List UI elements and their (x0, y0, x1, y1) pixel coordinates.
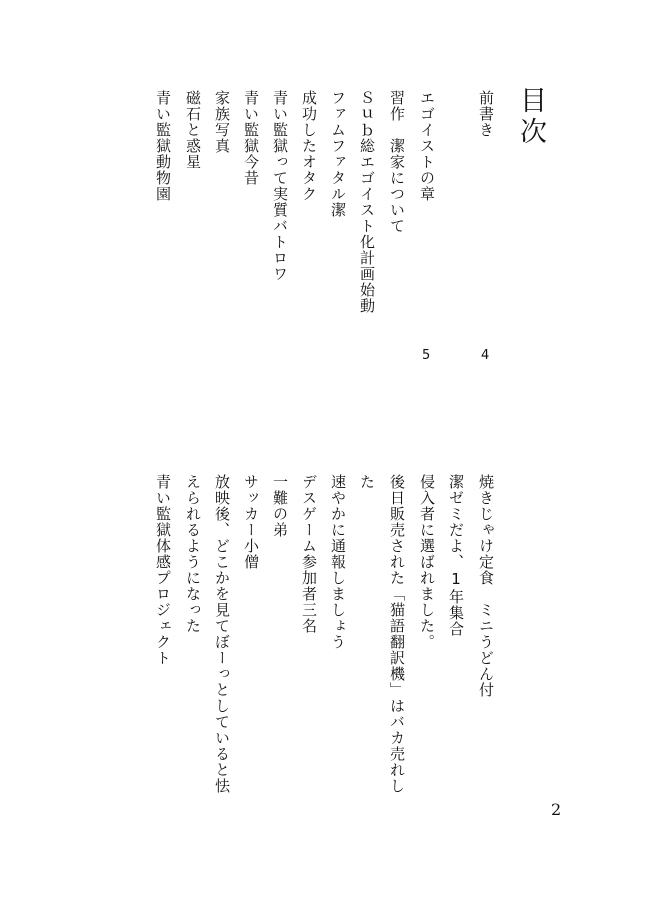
toc-entry: えられるようになった (184, 474, 202, 634)
toc-entry: 青い監獄動物園 (154, 90, 172, 202)
toc-entry: 習作 潔家について (388, 90, 406, 234)
toc-entry: 磁石と惑星 (184, 90, 202, 170)
page-number: 5 (422, 348, 431, 363)
toc-entry: 青い監獄今昔 (242, 90, 260, 186)
toc-entry: ファムファタル潔 (329, 90, 347, 218)
toc-entry: 侵入者に選ばれました。 (418, 474, 436, 650)
toc-entry: 後日販売された「猫語翻訳機」はバカ売れし (388, 474, 406, 794)
toc-entry: 前書き (477, 90, 495, 138)
toc-entry: 家族写真 (213, 90, 231, 154)
folio-number: 2 (551, 800, 562, 819)
page-number: 4 (481, 348, 490, 363)
toc-entry: た (358, 474, 376, 490)
toc-entry: サッカー小僧 (242, 474, 260, 570)
toc-entry: 焼きじゃけ定食 ミニうどん付 (477, 474, 495, 698)
page-title: 目次 (515, 86, 546, 148)
toc-entry: 青い監獄って実質バトロワ (271, 90, 289, 282)
toc-entry: 潔ゼミだよ、1年集合 (447, 474, 465, 637)
toc-entry: 一難の弟 (271, 474, 289, 538)
toc-entry: 青い監獄体感プロジェクト (154, 474, 172, 666)
toc-entry: 成功したオタク (300, 90, 318, 202)
toc-entry: エゴイストの章 (418, 90, 436, 202)
toc-entry: 速やかに通報しましょう (329, 474, 347, 650)
toc-entry: デスゲーム参加者三名 (300, 474, 318, 634)
toc-entry: 放映後、どこかを見てぼーっとしていると怯 (213, 474, 231, 794)
toc-entry: Ｓｕｂ総エゴイスト化計画始動 (358, 90, 376, 314)
